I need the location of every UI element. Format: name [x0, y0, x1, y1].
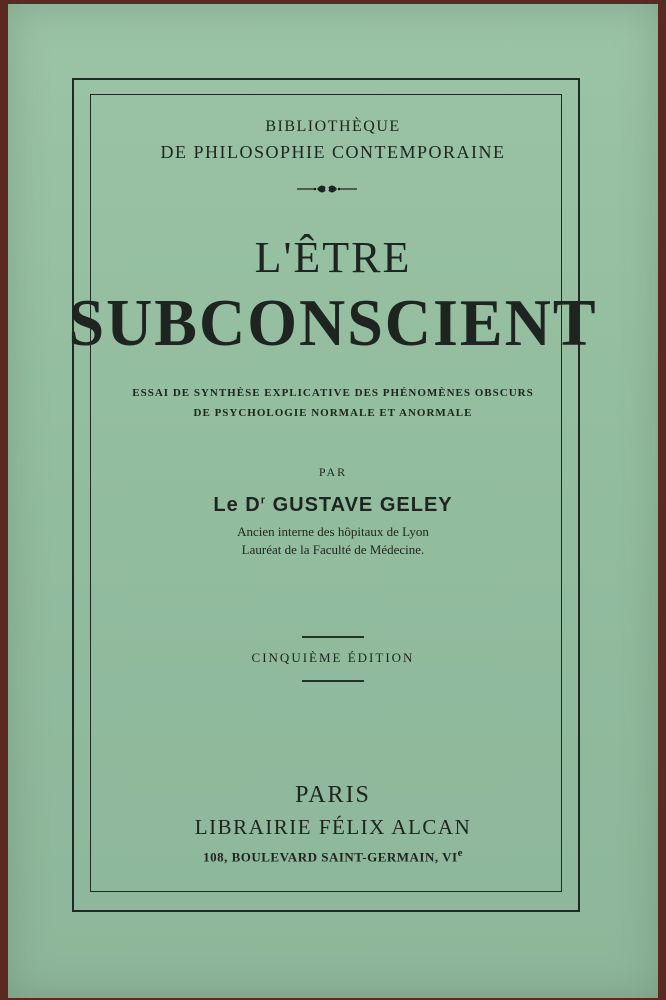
book-title-line1: L'ÊTRE	[254, 233, 412, 282]
book-title-line2: SUBCONSCIENT	[68, 285, 598, 360]
subtitle-line2: DE PSYCHOLOGIE NORMALE ET ANORMALE	[193, 407, 473, 419]
author	[0, 494, 666, 517]
edition-rule-bottom	[302, 680, 364, 682]
author-prefix: Le D	[213, 494, 261, 516]
author-affiliation-line1: Ancien interne des hôpitaux de Lyon	[237, 524, 429, 539]
author-name: GUSTAVE GELEY	[272, 494, 453, 516]
publisher-address-text: 108, BOULEVARD SAINT-GERMAIN, VI	[203, 849, 458, 865]
publisher-address	[0, 847, 666, 865]
publisher-address-sup: e	[457, 847, 463, 859]
edition: CINQUIÈME ÉDITION	[251, 650, 415, 665]
by-label: PAR	[318, 465, 348, 479]
author-prefix-sup: r	[260, 494, 266, 507]
ornament-icon	[295, 180, 359, 198]
subtitle-line1: ESSAI DE SYNTHÈSE EXPLICATIVE DES PHÉNOMÈNES OBSCURS	[132, 387, 534, 399]
publisher-name: LIBRAIRIE FÉLIX ALCAN	[194, 815, 472, 839]
series-title-line2: DE PHILOSOPHIE CONTEMPORAINE	[160, 142, 506, 162]
edition-rule-top	[302, 636, 364, 638]
publisher-city: PARIS	[295, 782, 371, 808]
author-affiliation-line2: Lauréat de la Faculté de Médecine.	[241, 542, 425, 557]
series-title-line1: BIBLIOTHÈQUE	[265, 118, 401, 135]
inner-border-frame	[90, 94, 562, 892]
